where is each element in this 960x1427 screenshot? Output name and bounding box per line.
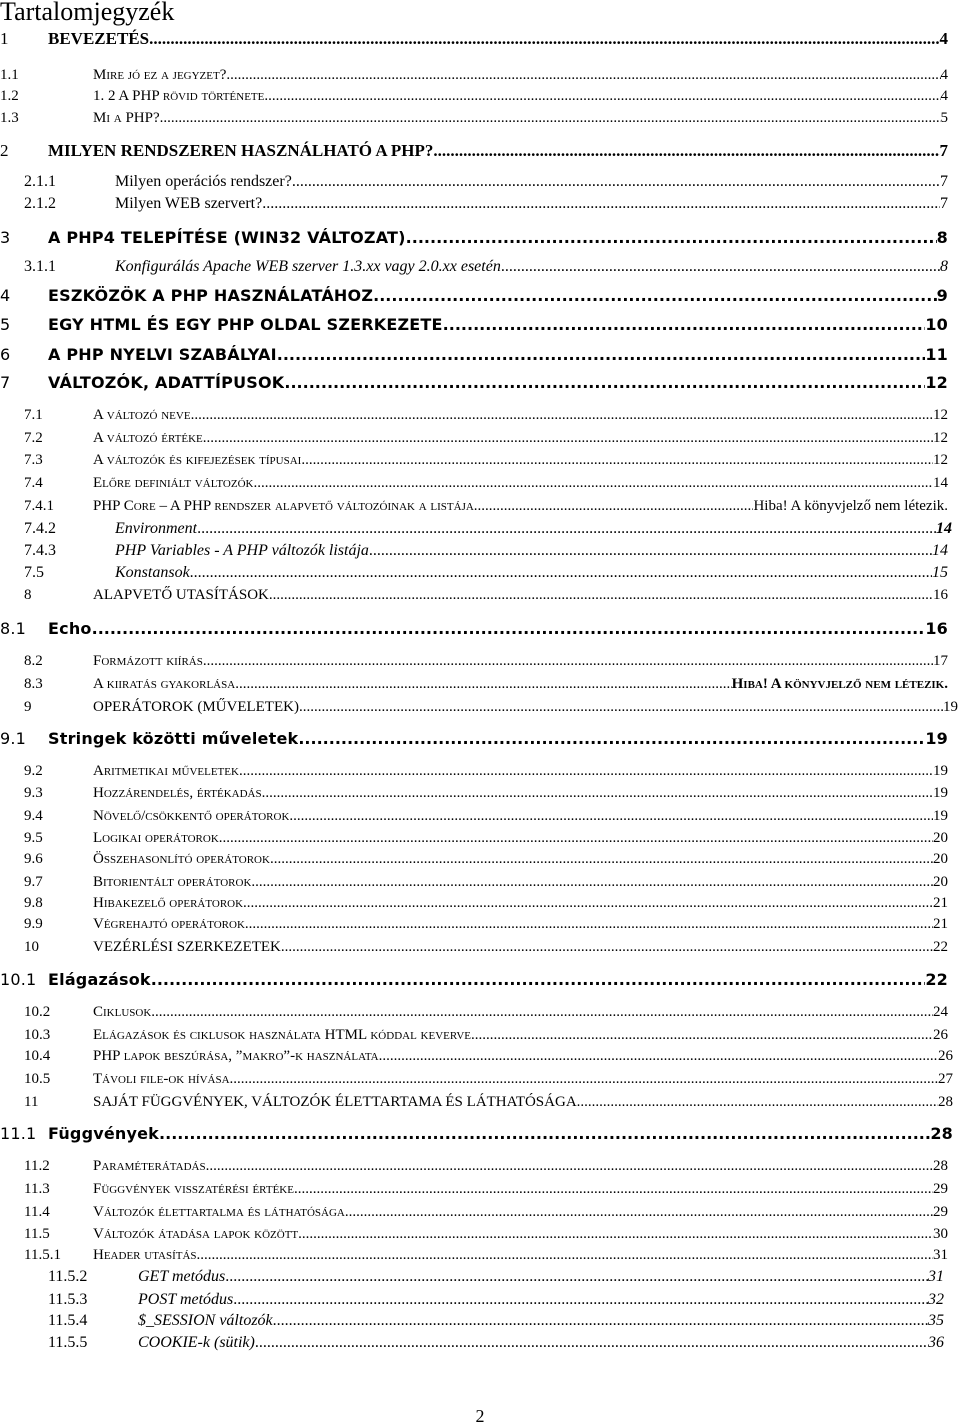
toc-entry-label: 1. 2 A PHP rövid története bbox=[93, 88, 265, 104]
toc-entry-page: 14 bbox=[933, 475, 948, 491]
toc-entry-number: 9.8 bbox=[24, 895, 43, 911]
toc-entry-label: Formázott kiírás bbox=[93, 653, 203, 669]
toc-entry-label: Elágazások és ciklusok használata HTML kóddal keverve bbox=[93, 1027, 471, 1043]
toc-entry[interactable] bbox=[24, 406, 948, 424]
toc-entry[interactable] bbox=[24, 1203, 948, 1221]
toc-entry-number: 9.1 bbox=[0, 729, 27, 748]
toc-leader-dots bbox=[203, 652, 933, 670]
toc-entry-label: Függvények bbox=[48, 1124, 160, 1143]
toc-entry-label: Konfigurálás Apache WEB szerver 1.3.xx vagy 2.0.xx esetén bbox=[115, 258, 501, 275]
toc-entry-page: 28 bbox=[930, 1124, 953, 1143]
toc-leader-dots bbox=[160, 109, 941, 127]
toc-leader-dots bbox=[345, 1203, 933, 1221]
toc-entry-number: 7.4 bbox=[24, 475, 43, 491]
toc-leader-dots bbox=[159, 1124, 930, 1144]
toc-leader-dots bbox=[230, 1070, 938, 1088]
toc-entry-label: Konstansok bbox=[115, 564, 190, 581]
toc-leader-dots bbox=[406, 228, 937, 248]
toc-entry-label: Változók élettartalma és láthatósága bbox=[93, 1204, 345, 1220]
toc-entry-number: 7.4.3 bbox=[24, 542, 56, 559]
toc-entry-page: 12 bbox=[933, 452, 948, 468]
toc-leader-dots bbox=[289, 807, 933, 825]
toc-entry-page: 29 bbox=[933, 1204, 948, 1220]
toc-entry[interactable] bbox=[24, 1180, 948, 1198]
toc-entry-label: A változók és kifejezések típusai bbox=[93, 452, 302, 468]
toc-entry-page: 5 bbox=[940, 110, 948, 126]
toc-leader-dots bbox=[219, 829, 933, 847]
toc-entry-label: VEZÉRLÉSI SZERKEZETEK bbox=[93, 939, 281, 955]
toc-entry[interactable] bbox=[24, 938, 948, 956]
toc-entry-label: ESZKÖZÖK A PHP HASZNÁLATÁHOZ bbox=[48, 286, 374, 305]
toc-entry-page: 20 bbox=[933, 830, 948, 846]
toc-entry-number: 1 bbox=[0, 29, 9, 48]
toc-leader-dots bbox=[273, 1312, 928, 1330]
toc-leader-dots bbox=[443, 315, 926, 335]
toc-entry[interactable] bbox=[0, 109, 948, 127]
toc-entry[interactable] bbox=[24, 520, 952, 538]
toc-entry-label: EGY HTML ÉS EGY PHP OLDAL SZERKEZETE bbox=[48, 315, 443, 334]
toc-leader-dots bbox=[243, 894, 933, 912]
toc-entry-page: 11 bbox=[925, 345, 948, 364]
toc-entry[interactable] bbox=[24, 915, 948, 933]
toc-entry[interactable] bbox=[24, 762, 948, 780]
toc-entry-label: A változó neve bbox=[93, 407, 191, 423]
toc-leader-dots bbox=[226, 66, 940, 84]
toc-entry-page: 19 bbox=[933, 808, 948, 824]
toc-entry[interactable] bbox=[24, 1093, 953, 1111]
toc-entry[interactable] bbox=[24, 784, 948, 802]
toc-entry-label: $_SESSION változók bbox=[138, 1312, 273, 1329]
toc-entry-page: 7 bbox=[939, 141, 948, 160]
toc-entry[interactable] bbox=[24, 850, 948, 868]
toc-entry[interactable] bbox=[24, 1003, 948, 1021]
toc-leader-dots bbox=[298, 729, 925, 749]
toc-entry-label: Távoli file-ok hívása bbox=[93, 1071, 230, 1087]
toc-leader-dots bbox=[474, 497, 754, 515]
toc-leader-dots bbox=[197, 520, 936, 538]
toc-entry-number: 7.3 bbox=[24, 452, 43, 468]
toc-entry[interactable] bbox=[24, 1225, 948, 1243]
toc-leader-dots bbox=[239, 762, 933, 780]
toc-entry-page: 7 bbox=[940, 195, 948, 212]
toc-entry[interactable] bbox=[24, 675, 948, 693]
toc-entry-label: Mire jó ez a jegyzet? bbox=[93, 67, 227, 83]
toc-leader-dots bbox=[235, 675, 731, 693]
toc-entry-page: 9 bbox=[936, 286, 948, 305]
toc-entry-page: 32 bbox=[928, 1291, 944, 1308]
toc-entry-page: Hiba! A könyvjelző nem létezik. bbox=[753, 498, 948, 514]
toc-leader-dots bbox=[299, 698, 943, 716]
toc-entry[interactable] bbox=[24, 195, 948, 213]
toc-title: Tartalomjegyzék bbox=[0, 0, 175, 26]
toc-entry-page: 14 bbox=[936, 520, 952, 537]
toc-entry-page: 21 bbox=[933, 916, 948, 932]
toc-leader-dots bbox=[292, 173, 940, 191]
toc-entry-page: 16 bbox=[925, 619, 948, 638]
toc-leader-dots bbox=[294, 1180, 933, 1198]
toc-entry[interactable] bbox=[0, 970, 948, 990]
toc-leader-dots bbox=[379, 1047, 938, 1065]
toc-entry-page: 12 bbox=[933, 430, 948, 446]
toc-entry-page: Hiba! A könyvjelző nem létezik. bbox=[731, 676, 948, 692]
toc-entry-page: 31 bbox=[928, 1268, 944, 1285]
page-number: 2 bbox=[475, 1406, 485, 1426]
toc-entry-page: 8 bbox=[936, 228, 948, 247]
toc-entry-label: BEVEZETÉS bbox=[48, 29, 150, 48]
toc-entry-label: Stringek közötti műveletek bbox=[48, 729, 299, 748]
toc-entry-number: 10.2 bbox=[24, 1004, 51, 1020]
toc-entry-label: COOKIE-k (sütik) bbox=[138, 1334, 255, 1351]
toc-leader-dots bbox=[369, 542, 932, 560]
toc-entry-number: 11.5.3 bbox=[48, 1291, 88, 1308]
toc-entry-label: Milyen WEB szervert? bbox=[115, 195, 263, 212]
toc-entry-number: 11.2 bbox=[24, 1158, 50, 1174]
toc-entry-number: 10.4 bbox=[24, 1048, 51, 1064]
toc-entry-number: 7.2 bbox=[24, 430, 43, 446]
toc-entry-page: 14 bbox=[932, 542, 948, 559]
toc-entry-page: 8 bbox=[940, 258, 948, 275]
toc-entry-label: PHP lapok beszúrása, ”makro”-k használata bbox=[93, 1048, 379, 1064]
toc-entry[interactable] bbox=[24, 564, 948, 582]
toc-entry-number: 10.1 bbox=[0, 970, 37, 989]
toc-entry[interactable] bbox=[0, 66, 948, 84]
toc-entry-label: Elágazások bbox=[48, 970, 151, 989]
toc-entry-number: 9.2 bbox=[24, 763, 43, 779]
toc-entry-page: 4 bbox=[939, 29, 948, 48]
toc-entry-label: Összehasonlító operátorok bbox=[93, 851, 270, 867]
toc-leader-dots bbox=[253, 474, 933, 492]
toc-leader-dots bbox=[298, 1225, 933, 1243]
toc-entry-number: 11.5.4 bbox=[48, 1312, 88, 1329]
toc-leader-dots bbox=[284, 373, 925, 393]
toc-entry[interactable] bbox=[0, 315, 948, 335]
toc-entry-label: SAJÁT FÜGGVÉNYEK, VÁLTOZÓK ÉLETTARTAMA ÉS LÁTHATÓSÁGA bbox=[93, 1094, 577, 1110]
toc-entry-number: 11 bbox=[24, 1094, 39, 1110]
toc-leader-dots bbox=[92, 619, 926, 639]
toc-entry-page: 26 bbox=[933, 1027, 948, 1043]
toc-entry-number: 11.5.1 bbox=[24, 1247, 61, 1263]
toc-leader-dots bbox=[281, 938, 933, 956]
toc-entry-page: 20 bbox=[933, 874, 948, 890]
toc-entry[interactable] bbox=[48, 1334, 944, 1352]
toc-entry-number: 4 bbox=[0, 286, 11, 305]
toc-entry-label: Echo bbox=[48, 619, 92, 638]
toc-entry-page: 30 bbox=[933, 1226, 948, 1242]
toc-entry[interactable] bbox=[48, 1312, 944, 1330]
toc-entry-number: 10 bbox=[24, 939, 39, 955]
toc-entry-label: A kiiratás gyakorlása bbox=[93, 676, 236, 692]
toc-entry-number: 2.1.1 bbox=[24, 173, 56, 190]
toc-leader-dots bbox=[373, 286, 937, 306]
toc-entry[interactable] bbox=[48, 1268, 944, 1286]
toc-entry-page: 12 bbox=[933, 407, 948, 423]
toc-entry[interactable] bbox=[24, 894, 948, 912]
toc-leader-dots bbox=[255, 1334, 928, 1352]
toc-entry-number: 2.1.2 bbox=[24, 195, 56, 212]
toc-entry-label: Végrehajtó operátorok bbox=[93, 916, 245, 932]
toc-leader-dots bbox=[151, 970, 926, 990]
toc-entry-number: 8.1 bbox=[0, 619, 27, 638]
toc-entry-page: 21 bbox=[933, 895, 948, 911]
toc-leader-dots bbox=[433, 141, 939, 161]
toc-leader-dots bbox=[149, 29, 939, 49]
toc-entry-number: 11.5 bbox=[24, 1226, 50, 1242]
toc-entry-number: 1.1 bbox=[0, 67, 19, 83]
toc-entry[interactable] bbox=[0, 729, 948, 749]
toc-leader-dots bbox=[577, 1093, 938, 1111]
toc-entry-label: OPERÁTOROK (MŰVELETEK) bbox=[93, 699, 299, 715]
toc-entry-label: ALAPVETŐ UTASÍTÁSOK bbox=[93, 587, 269, 603]
toc-entry-page: 19 bbox=[933, 763, 948, 779]
toc-leader-dots bbox=[197, 1246, 933, 1264]
toc-entry[interactable] bbox=[24, 1157, 948, 1175]
toc-entry-number: 7.1 bbox=[24, 407, 43, 423]
toc-leader-dots bbox=[301, 451, 933, 469]
toc-entry[interactable] bbox=[24, 1047, 953, 1065]
toc-entry-number: 9.9 bbox=[24, 916, 43, 932]
toc-entry-label: Environment bbox=[115, 520, 198, 537]
toc-entry[interactable] bbox=[24, 258, 948, 276]
toc-entry-label: Hibakezelő operátorok bbox=[93, 895, 244, 911]
toc-entry-label: Milyen operációs rendszer? bbox=[115, 173, 292, 190]
toc-entry-label: Előre definiált változók bbox=[93, 475, 254, 491]
toc-leader-dots bbox=[251, 873, 933, 891]
toc-entry-label: Függvények visszatérési értéke bbox=[93, 1181, 294, 1197]
toc-entry-label: PHP Core – A PHP rendszer alapvető változóinak a listája bbox=[93, 498, 474, 514]
toc-entry-page: 36 bbox=[928, 1334, 944, 1351]
toc-entry[interactable] bbox=[24, 873, 948, 891]
toc-entry[interactable] bbox=[24, 173, 948, 191]
toc-leader-dots bbox=[501, 258, 940, 276]
toc-entry[interactable] bbox=[24, 586, 948, 604]
toc-entry-number: 2 bbox=[0, 141, 9, 160]
toc-entry-label: Aritmetikai műveletek bbox=[93, 763, 239, 779]
toc-leader-dots bbox=[225, 1268, 928, 1286]
toc-entry[interactable] bbox=[24, 698, 958, 716]
toc-entry-page: 28 bbox=[938, 1094, 953, 1110]
toc-entry-page: 28 bbox=[933, 1158, 948, 1174]
toc-entry[interactable] bbox=[24, 451, 948, 469]
toc-entry-number: 8.3 bbox=[24, 676, 43, 692]
toc-entry-page: 24 bbox=[933, 1004, 948, 1020]
toc-leader-dots bbox=[471, 1026, 933, 1044]
toc-entry-number: 9 bbox=[24, 699, 32, 715]
toc-leader-dots bbox=[270, 850, 933, 868]
toc-entry-page: 27 bbox=[938, 1071, 953, 1087]
toc-entry-number: 11.1 bbox=[0, 1124, 37, 1143]
toc-entry-page: 22 bbox=[925, 970, 948, 989]
toc-leader-dots bbox=[262, 195, 940, 213]
toc-entry[interactable] bbox=[24, 1026, 948, 1044]
toc-leader-dots bbox=[206, 1157, 933, 1175]
toc-entry-page: 16 bbox=[933, 587, 948, 603]
toc-entry-label: MILYEN RENDSZEREN HASZNÁLHATÓ A PHP? bbox=[48, 141, 434, 160]
toc-entry[interactable] bbox=[24, 829, 948, 847]
toc-entry-label: Header utasítás bbox=[93, 1247, 197, 1263]
toc-entry[interactable] bbox=[0, 87, 948, 105]
toc-entry[interactable] bbox=[24, 1070, 953, 1088]
toc-entry[interactable] bbox=[24, 542, 948, 560]
toc-entry-page: 19 bbox=[943, 699, 958, 715]
toc-entry-number: 11.5.5 bbox=[48, 1334, 88, 1351]
toc-entry-page: 15 bbox=[932, 564, 948, 581]
toc-entry-number: 9.3 bbox=[24, 785, 43, 801]
toc-entry-page: 19 bbox=[925, 729, 948, 748]
toc-entry-number: 11.5.2 bbox=[48, 1268, 88, 1285]
toc-entry-page: 10 bbox=[925, 315, 948, 334]
toc-entry-label: PHP Variables - A PHP változók listája bbox=[115, 542, 369, 559]
toc-entry-page: 31 bbox=[933, 1247, 948, 1263]
toc-entry-page: 35 bbox=[928, 1312, 944, 1329]
toc-entry-page: 29 bbox=[933, 1181, 948, 1197]
toc-entry-number: 1.3 bbox=[0, 110, 19, 126]
toc-entry-number: 7.5 bbox=[24, 564, 44, 581]
toc-entry-number: 3 bbox=[0, 228, 11, 247]
toc-entry-page: 12 bbox=[925, 373, 948, 392]
toc-leader-dots bbox=[264, 87, 940, 105]
toc-entry-page: 17 bbox=[933, 653, 948, 669]
toc-leader-dots bbox=[151, 1003, 933, 1021]
toc-entry-number: 7.4.2 bbox=[24, 520, 56, 537]
toc-entry[interactable] bbox=[0, 345, 948, 365]
toc-entry[interactable] bbox=[0, 1124, 953, 1144]
toc-entry-page: 4 bbox=[940, 88, 948, 104]
toc-entry-label: POST metódus bbox=[138, 1291, 234, 1308]
toc-entry[interactable] bbox=[24, 652, 948, 670]
toc-entry-label: Ciklusok bbox=[93, 1004, 152, 1020]
toc-leader-dots bbox=[277, 345, 926, 365]
toc-leader-dots bbox=[233, 1291, 928, 1309]
toc-entry-number: 9.7 bbox=[24, 874, 43, 890]
toc-entry-page: 20 bbox=[933, 851, 948, 867]
toc-entry-number: 11.3 bbox=[24, 1181, 50, 1197]
toc-entry-label: Növelő/csökkentő operátorok bbox=[93, 808, 290, 824]
toc-entry[interactable] bbox=[24, 429, 948, 447]
toc-entry[interactable] bbox=[0, 141, 948, 161]
toc-entry-number: 9.4 bbox=[24, 808, 43, 824]
toc-leader-dots bbox=[262, 784, 933, 802]
toc-entry-number: 11.4 bbox=[24, 1204, 50, 1220]
toc-entry-page: 4 bbox=[940, 67, 948, 83]
toc-entry-number: 9.6 bbox=[24, 851, 43, 867]
toc-entry[interactable] bbox=[0, 619, 948, 639]
toc-entry-number: 8 bbox=[24, 587, 32, 603]
toc-entry[interactable] bbox=[0, 373, 948, 393]
toc-entry-number: 8.2 bbox=[24, 653, 43, 669]
toc-entry-number: 1.2 bbox=[0, 88, 19, 104]
toc-entry-page: 7 bbox=[940, 173, 948, 190]
toc-entry-label: GET metódus bbox=[138, 1268, 226, 1285]
toc-entry-label: A PHP4 TELEPÍTÉSE (WIN32 VÁLTOZAT) bbox=[48, 228, 406, 247]
toc-entry-number: 3.1.1 bbox=[24, 258, 56, 275]
toc-leader-dots bbox=[191, 406, 933, 424]
toc-entry[interactable] bbox=[24, 1246, 948, 1264]
toc-leader-dots bbox=[269, 586, 933, 604]
toc-entry-number: 5 bbox=[0, 315, 11, 334]
toc-leader-dots bbox=[245, 915, 933, 933]
toc-entry-number: 10.5 bbox=[24, 1071, 51, 1087]
toc-entry[interactable] bbox=[48, 1291, 944, 1309]
toc-entry-label: Hozzárendelés, értékadás bbox=[93, 785, 262, 801]
toc-entry[interactable] bbox=[24, 497, 948, 515]
toc-entry[interactable] bbox=[0, 286, 948, 306]
toc-entry-page: 19 bbox=[933, 785, 948, 801]
toc-entry-number: 10.3 bbox=[24, 1027, 51, 1043]
toc-entry-label: Logikai operátorok bbox=[93, 830, 219, 846]
toc-entry[interactable] bbox=[24, 474, 948, 492]
toc-leader-dots bbox=[203, 429, 933, 447]
toc-entry[interactable] bbox=[0, 228, 948, 248]
toc-entry-number: 7.4.1 bbox=[24, 498, 54, 514]
toc-entry-number: 9.5 bbox=[24, 830, 43, 846]
toc-entry-page: 26 bbox=[938, 1048, 953, 1064]
toc-entry-label: Mi a PHP? bbox=[93, 110, 160, 126]
toc-entry-label: Paraméterátadás bbox=[93, 1158, 206, 1174]
toc-entry-label: A változó értéke bbox=[93, 430, 203, 446]
toc-entry[interactable] bbox=[0, 29, 948, 49]
toc-entry-label: VÁLTOZÓK, ADATTÍPUSOK bbox=[48, 373, 285, 392]
toc-leader-dots bbox=[190, 564, 932, 582]
toc-entry[interactable] bbox=[24, 807, 948, 825]
toc-entry-label: A PHP NYELVI SZABÁLYAI bbox=[48, 345, 277, 364]
toc-entry-page: 22 bbox=[933, 939, 948, 955]
toc-entry-number: 7 bbox=[0, 373, 11, 392]
toc-entry-number: 6 bbox=[0, 345, 11, 364]
toc-entry-label: Bitorientált operátorok bbox=[93, 874, 252, 890]
toc-entry-label: Változók átadása lapok között bbox=[93, 1226, 299, 1242]
